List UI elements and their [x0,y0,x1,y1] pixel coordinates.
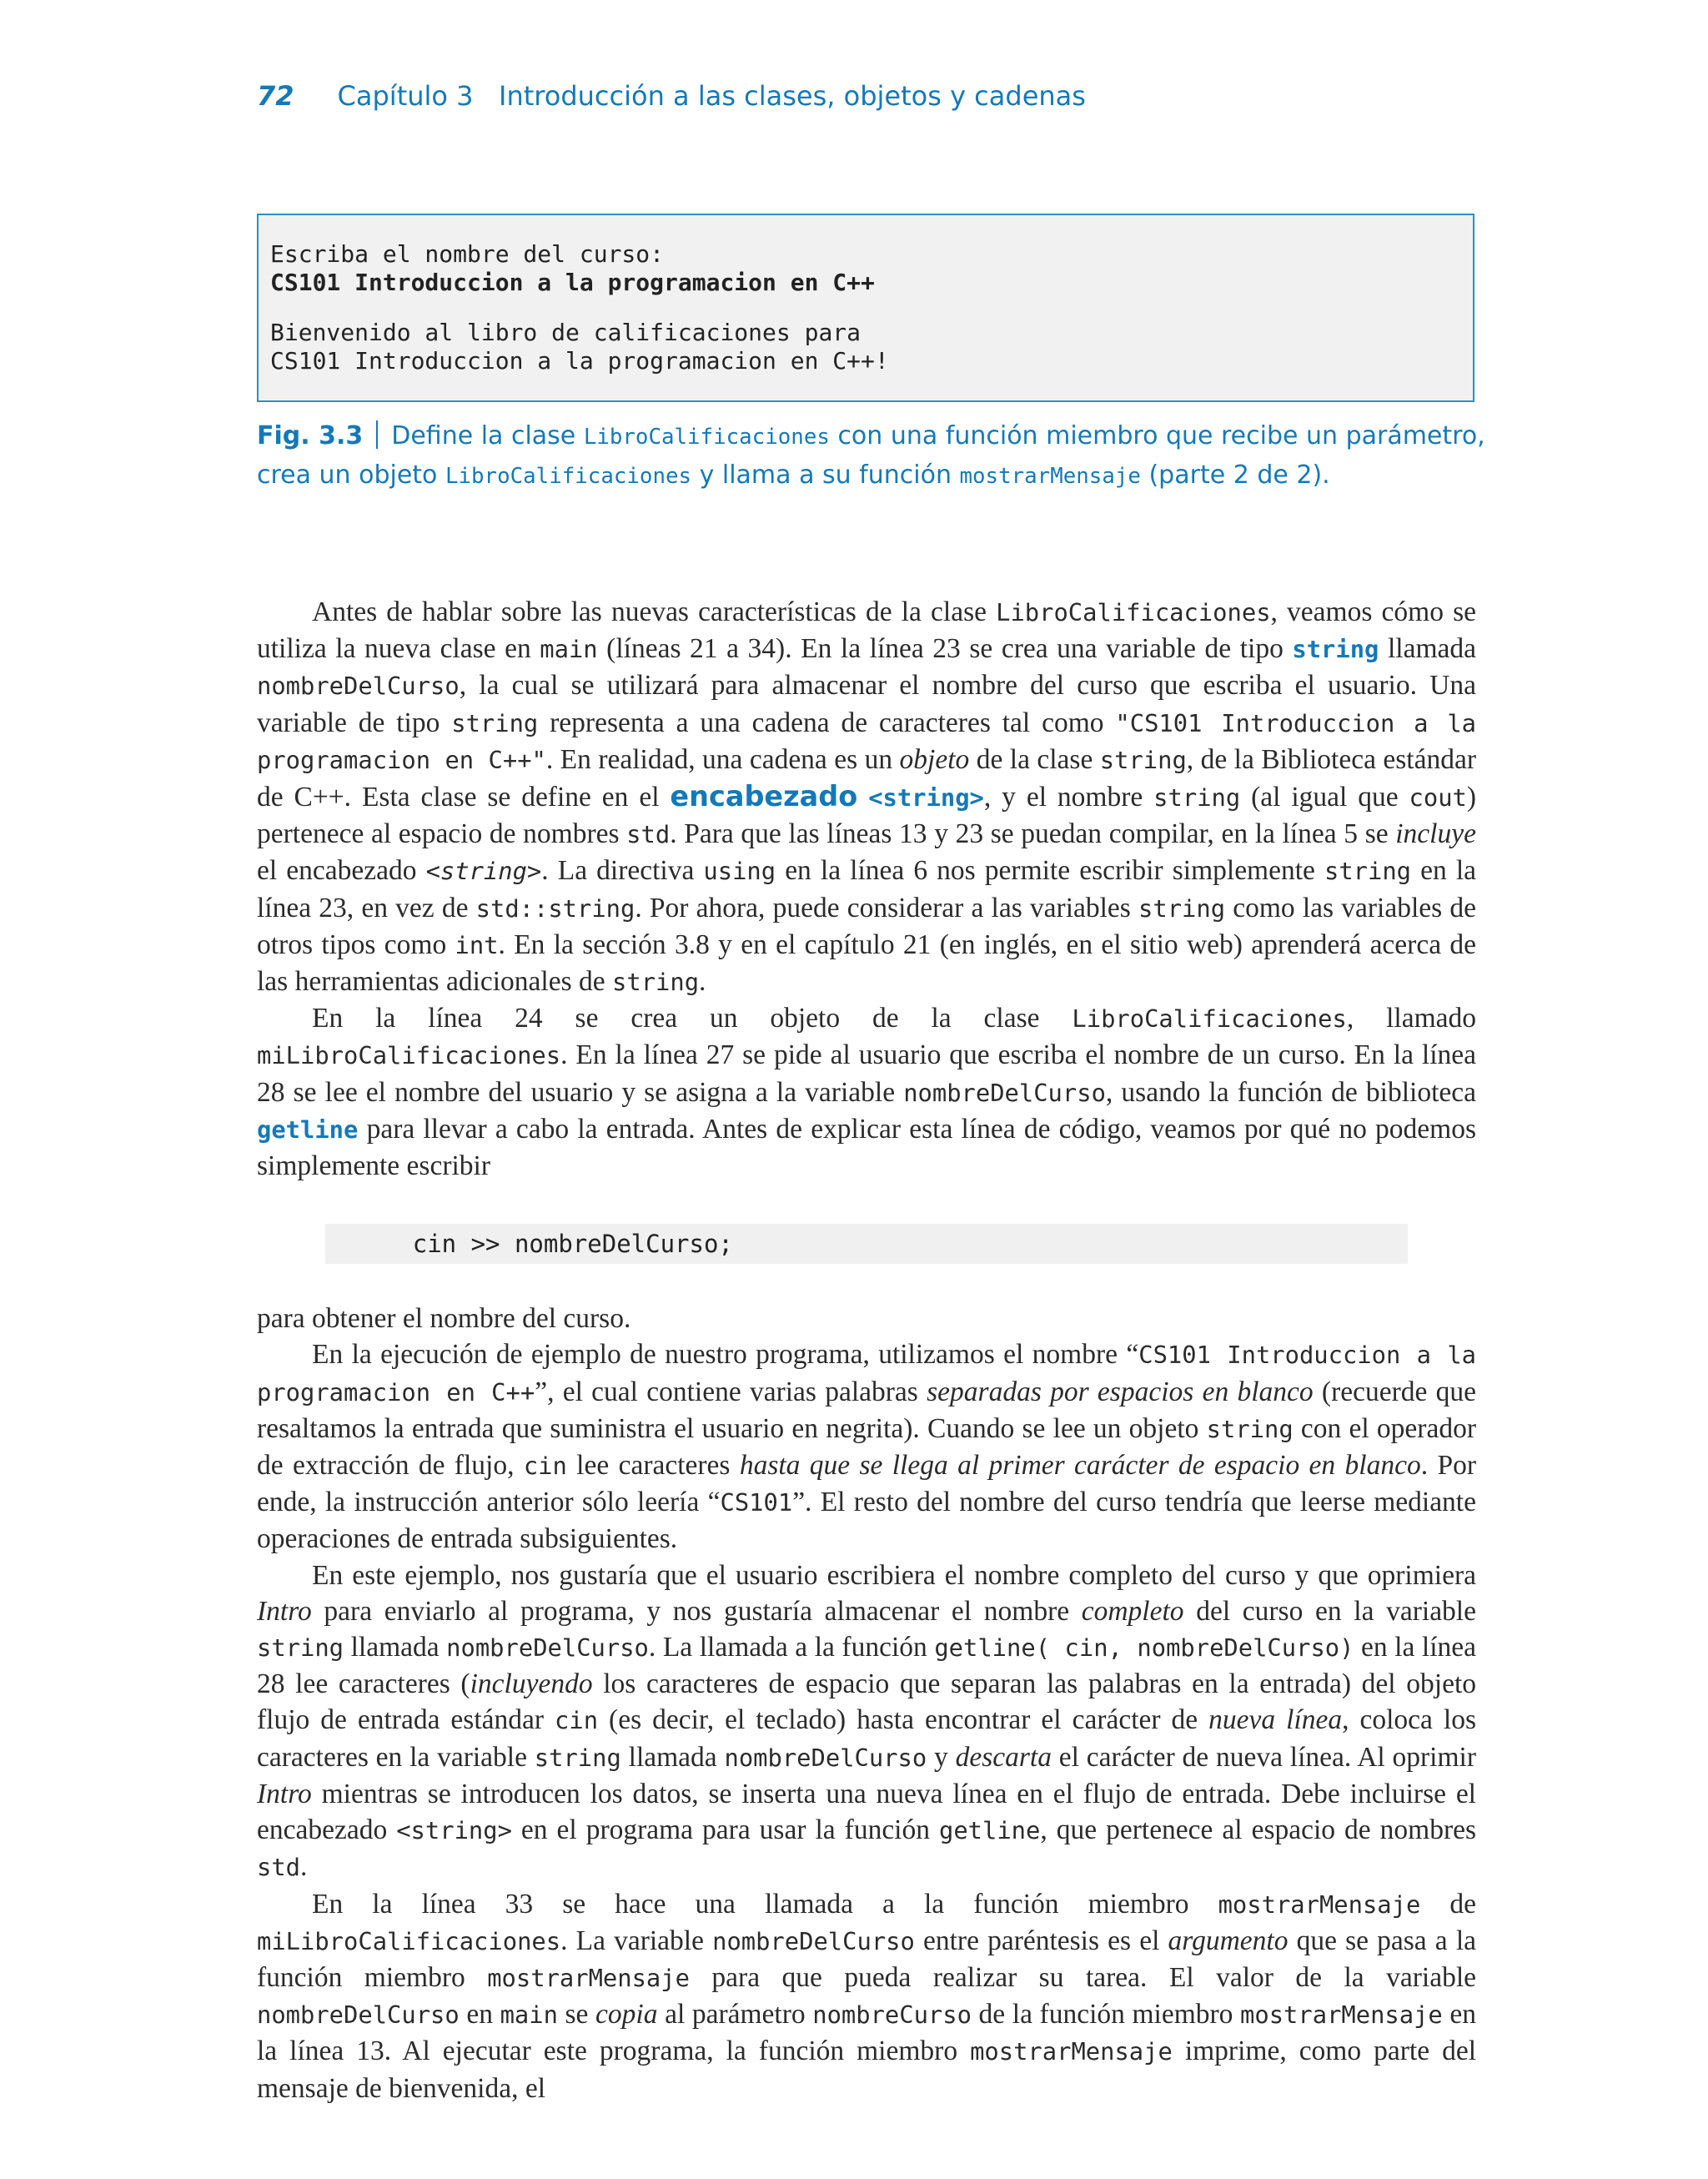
caption-text: con una función miembro que recibe un parámetro, crea un objeto [257,421,1485,490]
output-line: Escriba el nombre del curso: [270,240,665,268]
caption-text: Define la clase [391,421,584,450]
chapter-label: Capítulo 3 [337,80,474,112]
paragraph-4: En la ejecución de ejemplo de nuestro programa, utilizamos el nombre “CS101 Introduccion a la programacion en C++”, el cual contiene varias palabras separadas por espacios en blanco (recuerde que resaltamos la entrada que suministra el usuario en negrita). Cuando se lee un objeto string con el operador de extracción de flujo, cin lee caracteres hasta que se llega al primer carácter de espacio en blanco. Por ende, la instrucción anterior sólo leería “CS101”. El resto del nombre del curso tendría que leerse mediante operaciones de entrada subsiguientes. [257,1339,1476,1555]
caption-divider [376,420,378,449]
paragraph-6: En la línea 33 se hace una llamada a la función miembro mostrarMensaje de miLibroCalificaciones. La variable nombreDelCurso entre paréntesis es el argumento que se pasa a la función miembro mostrarMensaje para que pueda realizar su tarea. El valor de la variable nombreDelCurso en main se copia al parámetro nombreCurso de la función miembro mostrarMensaje en la línea 13. Al ejecutar este programa, la función miembro mostrarMensaje imprime, como parte del mensaje de bienvenida, el [257,1888,1477,2104]
page-number: 72 [257,80,294,112]
body-text [257,594,1476,2106]
caption-code: LibroCalificaciones [445,464,692,489]
chapter-title: Introducción a las clases, objetos y cadenas [499,80,1086,112]
output-line: Bienvenido al libro de calificaciones para [270,319,862,346]
paragraph-2: En la línea 24 se crea un objeto de la clase LibroCalificaciones, llamado miLibroCalificaciones. En la línea 27 se pide al usuario que escriba el nombre de un curso. En la línea 28 se lee el nombre del usuario y se asigna a la variable nombreDelCurso, usando la función de biblioteca getline para llevar a cabo la entrada. Antes de explicar esta línea de código, veamos por qué no podemos simplemente escribir [257,1003,1476,1182]
output-line: CS101 Introduccion a la programacion en C++! [270,347,889,375]
paragraph-3: para obtener el nombre del curso. [257,1303,631,1335]
program-output-box [257,214,1474,402]
output-line-user-input: CS101 Introduccion a la programacion en C++ [270,269,875,296]
figure-label: Fig. 3.3 [257,421,364,450]
caption-code: mostrarMensaje [959,464,1141,489]
code-snippet: cin >> nombreDelCurso; [325,1224,1408,1264]
running-header [257,80,1086,112]
caption-text: (parte 2 de 2). [1140,460,1330,490]
caption-code: LibroCalificaciones [583,425,830,450]
paragraph-1: Antes de hablar sobre las nuevas características de la clase LibroCalificaciones, veamos cómo se utiliza la nueva clase en main (líneas 21 a 34). En la línea 23 se crea una variable de tipo string llamada nombreDelCurso, la cual se utilizará para almacenar el nombre del curso que escriba el usuario. Una variable de tipo string representa a una cadena de caracteres tal como "CS101 Introduccion a la programacion en C++". En realidad, una cadena es un objeto de la clase string, de la Biblioteca estándar de C++. Esta clase se define en el encabezado <string>, y el nombre string (al igual que cout) pertenece al espacio de nombres std. Para que las líneas 13 y 23 se puedan compilar, en la línea 5 se incluye el encabezado <string>. La directiva using en la línea 6 nos permite escribir simplemente string en la línea 23, en vez de std::string. Por ahora, puede considerar a las variables string como las variables de otros tipos como int. En la sección 3.8 y en el capítulo 21 (en inglés, en el sitio web) aprenderá acerca de las herramientas adicionales de string. [257,596,1477,998]
paragraph-5: En este ejemplo, nos gustaría que el usuario escribiera el nombre completo del curso y que oprimiera Intro para enviarlo al programa, y nos gustaría almacenar el nombre completo del curso en la variable string llamada nombreDelCurso. La llamada a la función getline( cin, nombreDelCurso) en la línea 28 lee caracteres (incluyendo los caracteres de espacio que separan las palabras en la entrada) del objeto flujo de entrada estándar cin (es decir, el teclado) hasta encontrar el carácter de nueva línea, coloca los caracteres en la variable string llamada nombreDelCurso y descarta el carácter de nueva línea. Al oprimir Intro mientras se introducen los datos, se inserta una nueva línea en el flujo de entrada. Debe incluirse el encabezado <string> en el programa para usar la función getline, que pertenece al espacio de nombres std. [257,1559,1477,1883]
figure-caption [257,417,1491,496]
caption-text: y llama a su función [691,460,960,490]
